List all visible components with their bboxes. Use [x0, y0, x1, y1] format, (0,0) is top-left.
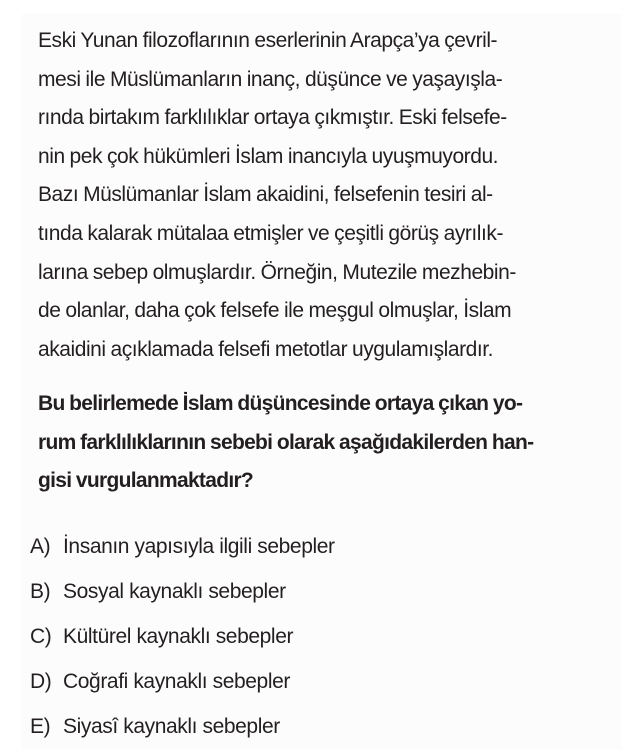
passage-line: akaidini açıklamada felsefi metotlar uygulamışlardır. — [38, 337, 494, 361]
passage-line: tında kalarak mütalaa etmişler ve çeşitli görüş ayrılık- — [38, 221, 503, 245]
passage-line: rında birtakım farklılıklar ortaya çıkmıştır. Eski felsefe- — [38, 106, 507, 130]
option-letter: C) — [30, 625, 52, 648]
option-letter: A) — [30, 535, 51, 558]
option-c[interactable] — [30, 614, 590, 659]
option-text: Sosyal kaynaklı sebepler — [63, 580, 286, 603]
option-text: Kültürel kaynaklı sebepler — [63, 625, 294, 648]
option-letter: E) — [30, 715, 51, 738]
option-text: Siyasî kaynaklı sebepler — [63, 715, 280, 738]
answer-options — [30, 524, 590, 749]
option-letter: B) — [30, 580, 51, 603]
option-a[interactable] — [30, 524, 590, 569]
passage-line: de olanlar, daha çok felsefe ile meşgul olmuşlar, İslam — [38, 299, 512, 323]
question-line: rum farklılıklarının sebebi olarak aşağıdakilerden han- — [38, 430, 534, 454]
passage-line: Bazı Müslümanlar İslam akaidini, felsefenin tesiri al- — [38, 183, 493, 207]
question-line: Bu belirlemede İslam düşüncesinde ortaya çıkan yo- — [38, 392, 523, 415]
option-d[interactable] — [30, 659, 590, 704]
option-text: Coğrafi kaynaklı sebepler — [63, 670, 290, 693]
passage-line: larına sebep olmuşlardır. Örneğin, Mutezile mezhebin- — [38, 260, 516, 284]
passage-text — [38, 22, 618, 369]
option-e[interactable] — [30, 704, 590, 749]
passage-line: nin pek çok hükümleri İslam inancıyla uyuşmuyordu. — [38, 144, 499, 168]
question-line: gisi vurgulanmaktadır? — [38, 469, 254, 492]
passage-line: mesi ile Müslümanların inanç, düşünce ve yaşayışla- — [38, 67, 503, 91]
option-b[interactable] — [30, 569, 590, 614]
passage-line: Eski Yunan filozoflarının eserlerinin Arapça’ya çevril- — [38, 29, 498, 52]
option-letter: D) — [30, 670, 52, 693]
question-stem — [38, 385, 618, 501]
option-text: İnsanın yapısıyla ilgili sebepler — [63, 535, 335, 558]
